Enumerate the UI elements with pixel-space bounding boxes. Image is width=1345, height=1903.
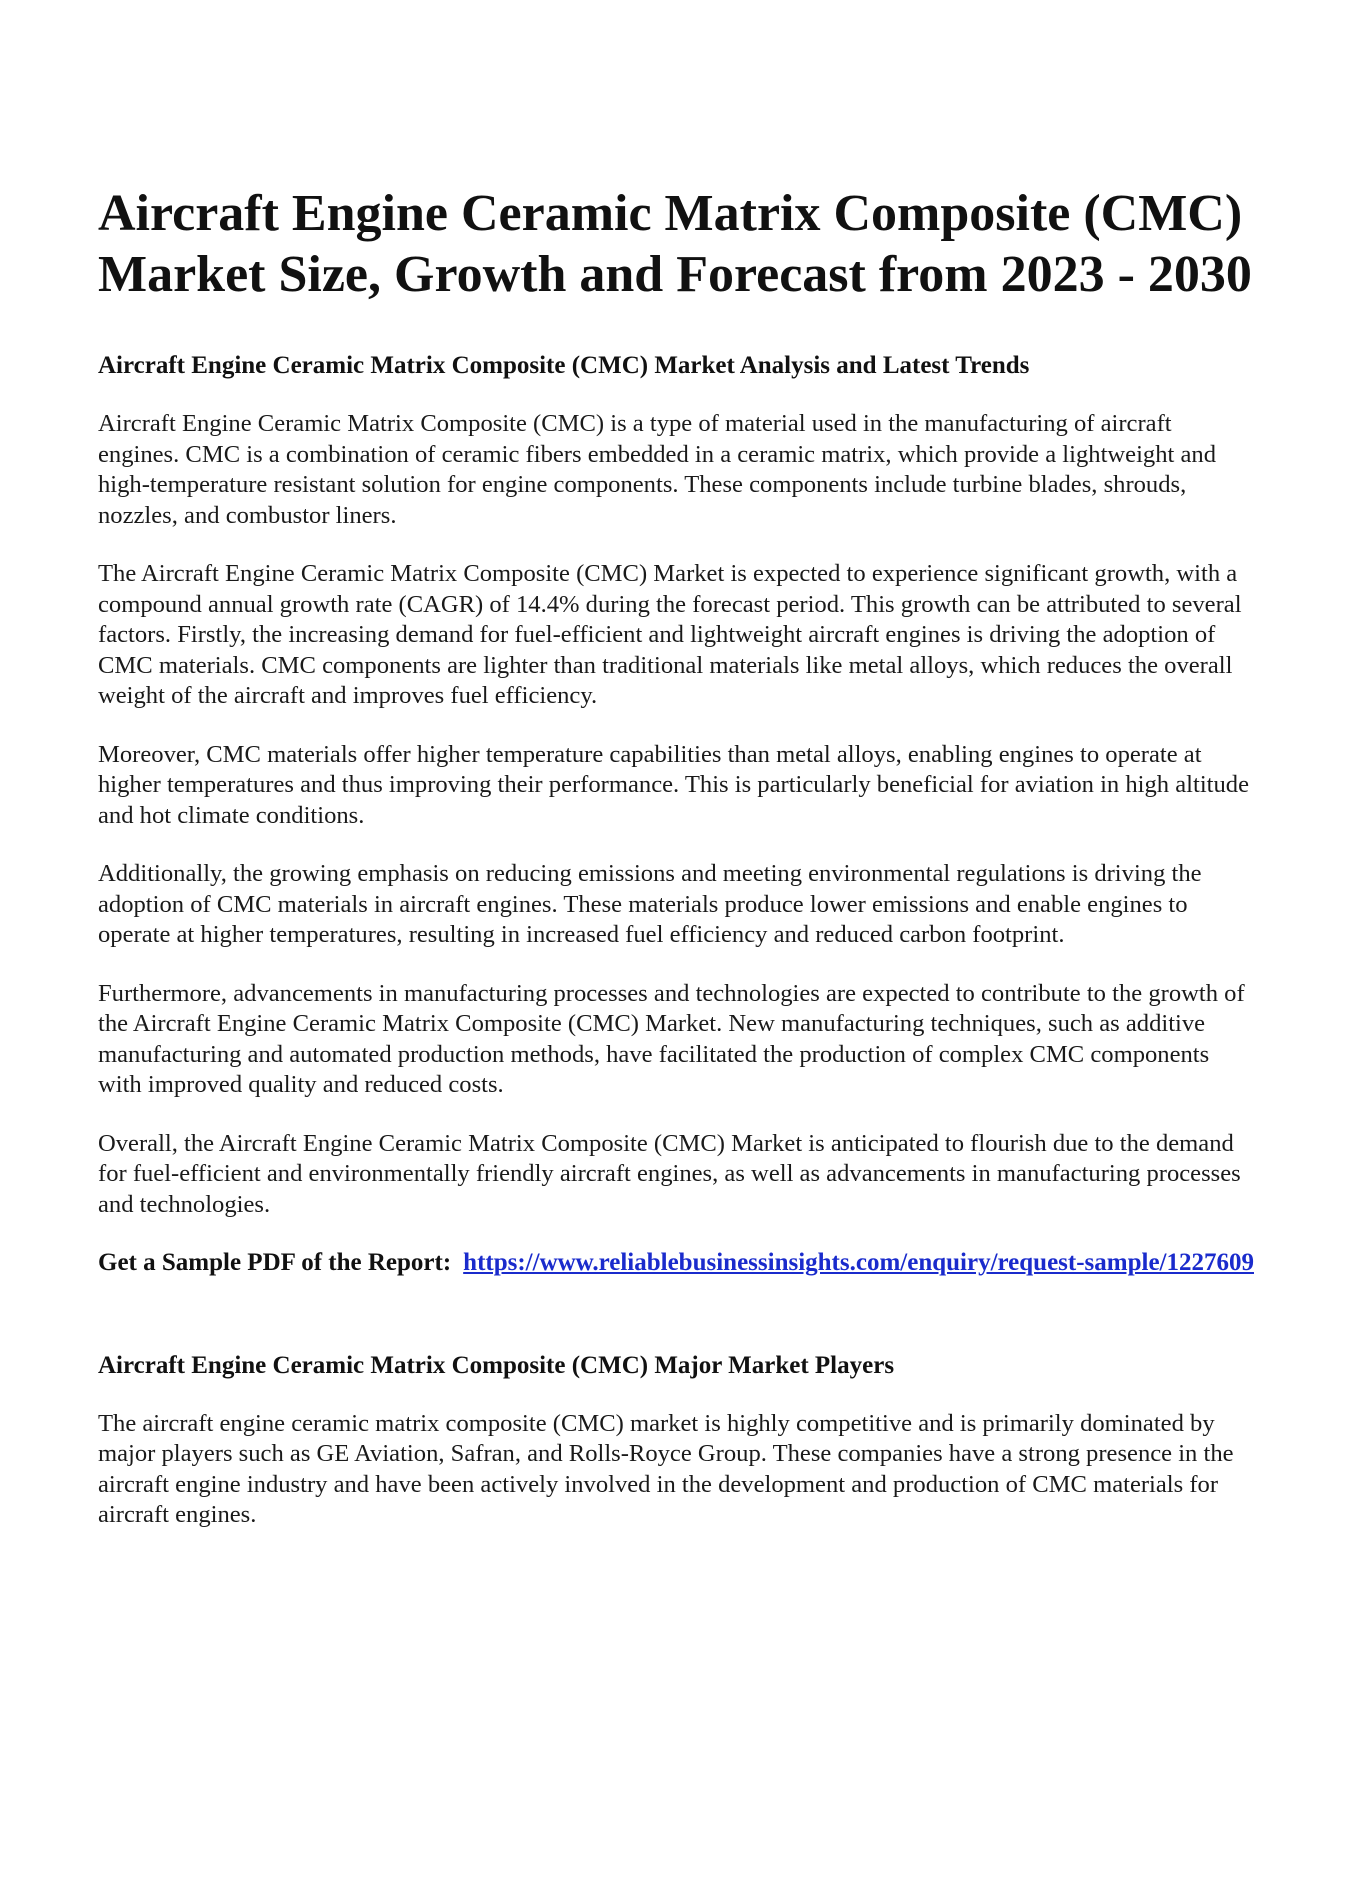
- paragraph-temperature: Moreover, CMC materials offer higher temperature capabilities than metal alloys, enabling engines to operate at higher temperatures and thus improving their performance. This is particularly beneficial for aviation in high altitude and hot climate conditions.: [98, 740, 1249, 829]
- sample-pdf-cta: [98, 1248, 1258, 1279]
- paragraph-growth: The Aircraft Engine Ceramic Matrix Composite (CMC) Market is expected to experience significant growth, with a compound annual growth rate (CAGR) of 14.4% during the forecast period. This growth can be attributed to several factors. Firstly, the increasing demand for fuel-efficient and lightweight aircraft engines is driving the adoption of CMC materials. CMC components are lighter than traditional materials like metal alloys, which reduces the overall weight of the aircraft and improves fuel efficiency.: [98, 560, 1242, 709]
- page-title: Aircraft Engine Ceramic Matrix Composite (CMC) Market Size, Growth and Forecast from 2023 - 2030: [98, 185, 1252, 303]
- document-page: [98, 183, 1258, 1531]
- section-heading-players: Aircraft Engine Ceramic Matrix Composite (CMC) Major Market Players: [98, 1351, 895, 1379]
- paragraph-manufacturing: Furthermore, advancements in manufacturing processes and technologies are expected to contribute to the growth of the Aircraft Engine Ceramic Matrix Composite (CMC) Market. New manufacturing techniques, such as additive manufacturing and automated production methods, have facilitated the production of complex CMC components with improved quality and reduced costs.: [98, 979, 1245, 1098]
- section-heading-analysis: Aircraft Engine Ceramic Matrix Composite (CMC) Market Analysis and Latest Trends: [98, 352, 1030, 379]
- paragraph-overall: Overall, the Aircraft Engine Ceramic Matrix Composite (CMC) Market is anticipated to flourish due to the demand for fuel-efficient and environmentally friendly aircraft engines, as well as advancements in manufacturing processes and technologies.: [98, 1129, 1241, 1218]
- paragraph-definition: Aircraft Engine Ceramic Matrix Composite (CMC) is a type of material used in the manufacturing of aircraft engines. CMC is a combination of ceramic fibers embedded in a ceramic matrix, which provide a lightweight and high-temperature resistant solution for engine components. These components include turbine blades, shrouds, nozzles, and combustor liners.: [98, 410, 1216, 529]
- paragraph-players: The aircraft engine ceramic matrix composite (CMC) market is highly competitive and is primarily dominated by major players such as GE Aviation, Safran, and Rolls-Royce Group. These companies have a strong presence in the aircraft engine industry and have been actively involved in the development and production of CMC materials for aircraft engines.: [98, 1409, 1234, 1528]
- paragraph-emissions: Additionally, the growing emphasis on reducing emissions and meeting environmental regulations is driving the adoption of CMC materials in aircraft engines. These materials produce lower emissions and enable engines to operate at higher temperatures, resulting in increased fuel efficiency and reduced carbon footprint.: [98, 860, 1202, 948]
- sample-pdf-link[interactable]: https://www.reliablebusinessinsights.com/enquiry/request-sample/1227609: [463, 1249, 1254, 1276]
- cta-label: Get a Sample PDF of the Report:: [98, 1249, 452, 1276]
